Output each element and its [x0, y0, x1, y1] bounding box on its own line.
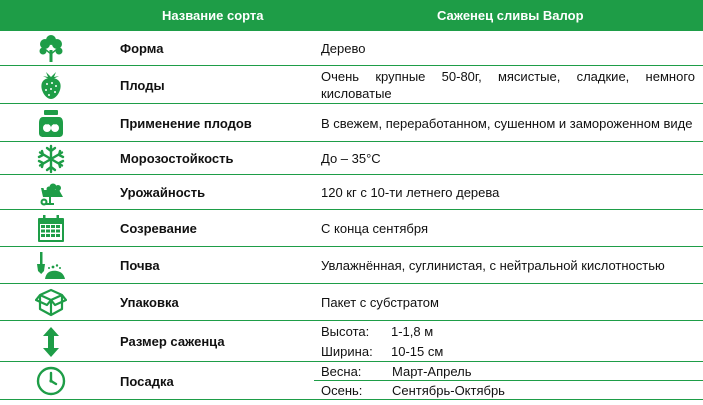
row-label-size: Размер саженца	[120, 334, 225, 349]
shovel-soil-icon	[34, 247, 68, 284]
table-row-size	[0, 321, 703, 362]
table-row-fruits	[0, 66, 703, 104]
planting-autumn-line	[321, 381, 505, 400]
row-value-form: Дерево	[321, 41, 366, 56]
table-row-ripening	[0, 210, 703, 247]
row-value-ripening: С конца сентября	[321, 221, 429, 236]
jar-icon	[34, 104, 68, 142]
size-width-key: Ширина:	[321, 343, 373, 359]
size-height-value: 1-1,8 м	[391, 323, 434, 339]
size-height-key: Высота:	[321, 323, 370, 339]
row-label-frost: Морозостойкость	[120, 151, 234, 166]
tree-icon	[34, 31, 68, 66]
size-width-line	[321, 341, 443, 361]
planting-spring-line	[321, 362, 472, 381]
row-label-soil: Почва	[120, 258, 160, 273]
row-value-usage: В свежем, переработанном, сушенном и замороженном виде	[321, 115, 693, 131]
table-row-packaging	[0, 284, 703, 321]
size-height-line	[321, 321, 433, 341]
table-header	[0, 0, 703, 31]
table-row-frost	[0, 142, 703, 175]
planting-spring-value: Март-Апрель	[392, 364, 472, 379]
row-label-yield: Урожайность	[120, 185, 206, 200]
row-label-ripening: Созревание	[120, 221, 197, 236]
table-row-planting	[0, 362, 703, 400]
row-value-frost: До – 35°С	[321, 151, 381, 166]
clock-icon	[34, 362, 68, 400]
header-variety-name: Название сорта	[162, 8, 264, 23]
planting-spring-key: Весна:	[321, 364, 362, 379]
row-value-packaging: Пакет с субстратом	[321, 295, 439, 310]
calendar-icon	[34, 210, 68, 247]
table-row-yield	[0, 175, 703, 210]
header-variety-title: Саженец сливы Валор	[437, 8, 584, 23]
row-label-usage: Применение плодов	[120, 115, 252, 131]
row-label-planting: Посадка	[120, 373, 174, 389]
table-row-usage	[0, 104, 703, 142]
box-icon	[34, 284, 68, 321]
row-value-yield: 120 кг с 10-ти летнего дерева	[321, 185, 500, 200]
berry-icon	[34, 66, 68, 104]
planting-autumn-value: Сентябрь-Октябрь	[392, 383, 505, 398]
planting-autumn-key: Осень:	[321, 383, 363, 398]
row-label-packaging: Упаковка	[120, 295, 179, 310]
row-label-form: Форма	[120, 41, 164, 56]
wheelbarrow-icon	[34, 175, 68, 210]
vertical-arrows-icon	[34, 321, 68, 362]
row-value-soil: Увлажнённая, суглинистая, с нейтральной кислотностью	[321, 258, 665, 273]
table-row-soil	[0, 247, 703, 284]
row-value-fruits: Очень крупные 50-80г, мясистые, сладкие, немного кисловатые	[321, 69, 695, 101]
table-row-form	[0, 31, 703, 66]
row-label-fruits: Плоды	[120, 77, 165, 93]
snowflake-icon	[34, 142, 68, 175]
size-width-value: 10-15 см	[391, 343, 444, 359]
